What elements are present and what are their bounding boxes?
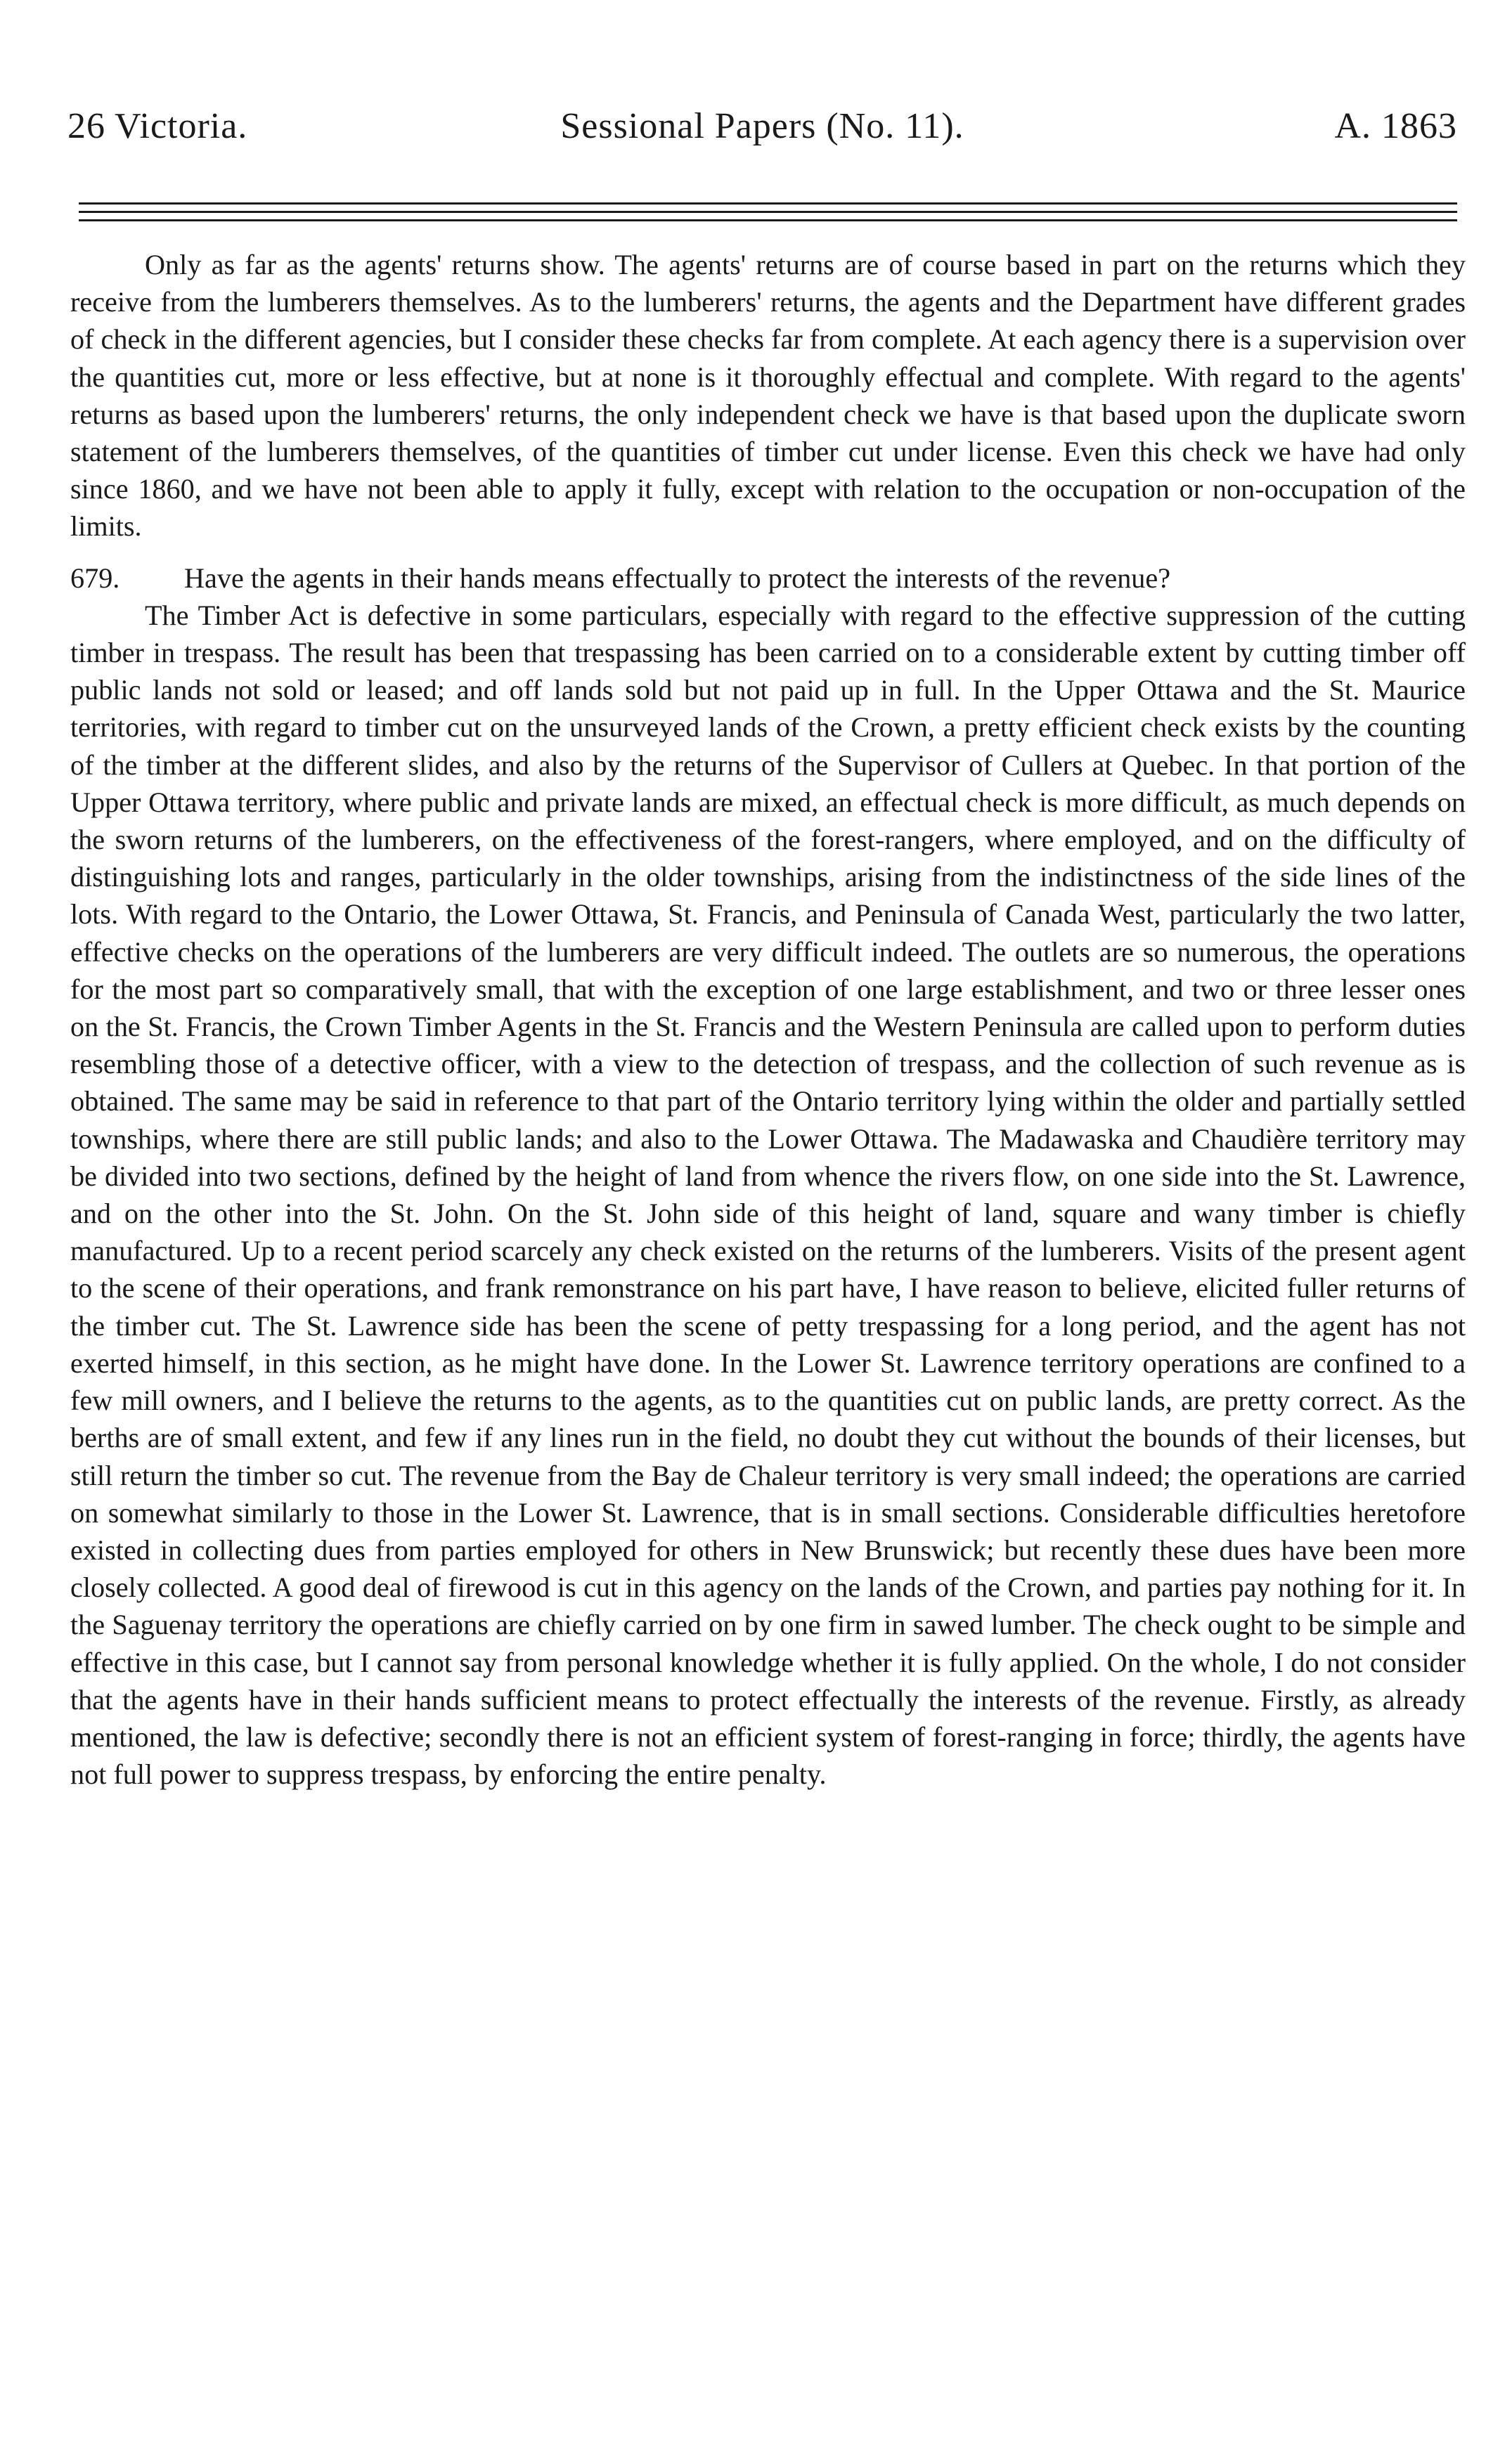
header-session: 26 Victoria. (67, 106, 248, 146)
header-rule (79, 219, 1457, 221)
continuation-paragraph: Only as far as the agents' returns show. The agents' returns are of course based in part on the returns which they receive from the lumberers themselves. As to the lumberers' returns, the agents and the Department have different grades of check in the different agencies, but I consider these checks far from complete. At each agency there is a supervision over the quantities cut, more or less effective, but at none is it thoroughly effectual and complete. With regard to the agents' returns as based upon the lumberers' returns, the only independent check we have is that based upon the duplicate sworn statement of the lumberers themselves, of the quantities of timber cut under license. Even this check we have had only since 1860, and we have not been able to apply it fully, except with relation to the occupation or non-occupation of the limits. (70, 249, 1466, 543)
question-text: Have the agents in their hands means effectually to protect the interests of the revenue? (184, 562, 1171, 594)
header-rule (79, 211, 1457, 213)
body-text (70, 246, 1466, 1793)
question-paragraph (70, 559, 1466, 597)
header-year: A. 1863 (1334, 106, 1457, 146)
header-title: Sessional Papers (No. 11). (560, 106, 964, 146)
answer-paragraph: The Timber Act is defective in some particulars, especially with regard to the effective suppression of the cutting timber in trespass. The result has been that trespassing has been carried on to a considerable extent by cutting timber off public lands not sold or leased; and off lands sold but not paid up in full. In the Upper Ottawa and the St. Maurice territories, with regard to timber cut on the unsurveyed lands of the Crown, a pretty efficient check exists by the counting of the timber at the different slides, and also by the returns of the Supervisor of Cullers at Quebec. In that portion of the Upper Ottawa territory, where public and private lands are mixed, an effectual check is more difficult, as much depends on the sworn returns of the lumberers, on the effectiveness of the forest-rangers, where employed, and on the difficulty of distinguishing lots and ranges, particularly in the older townships, arising from the indistinctness of the side lines of the lots. With regard to the Ontario, the Lower Ottawa, St. Francis, and Peninsula of Canada West, particularly the two latter, effective checks on the operations of the lumberers are very difficult indeed. The outlets are so numerous, the operations for the most part so comparatively small, that with the exception of one large establishment, and two or three lesser ones on the St. Francis, the Crown Timber Agents in the St. Francis and the Western Peninsula are called upon to perform duties resembling those of a detective officer, with a view to the detection of trespass, and the collection of such revenue as is obtained. The same may be said in reference to that part of the Ontario territory lying within the older and partially settled townships, where there are still public lands; and also to the Lower Ottawa. The Madawaska and Chaudière territory may be divided into two sections, defined by the height of land from whence the rivers flow, on one side into the St. Lawrence, and on the other into the St. John. On the St. John side of this height of land, square and wany timber is chiefly manufactured. Up to a recent period scarcely any check existed on the returns of the lumberers. Visits of the present agent to the scene of their operations, and frank remonstrance on his part have, I have reason to believe, elicited fuller returns of the timber cut. The St. Lawrence side has been the scene of petty trespassing for a long period, and the agent has not exerted himself, in this section, as he might have done. In the Lower St. Lawrence territory operations are confined to a few mill owners, and I believe the returns to the agents, as to the quantities cut on public lands, are pretty correct. As the berths are of small extent, and few if any lines run in the field, no doubt they cut without the bounds of their licenses, but still return the timber so cut. The revenue from the Bay de Chaleur territory is very small indeed; the operations are carried on somewhat similarly to those in the Lower St. Lawrence, that is in small sections. Considerable difficulties heretofore existed in collecting dues from parties employed for others in New Brunswick; but recently these dues have been more closely collected. A good deal of firewood is cut in this agency on the lands of the Crown, and parties pay nothing for it. In the Saguenay territory the operations are chiefly carried on by one firm in sawed lumber. The check ought to be simple and effective in this case, but I cannot say from personal knowledge whether it is fully applied. On the whole, I do not consider that the agents have in their hands sufficient means to protect effectually the interests of the revenue. Firstly, as already mentioned, the law is defective; secondly there is not an efficient system of forest-ranging in force; thirdly, the agents have not full power to suppress trespass, by enforcing the entire penalty. (70, 599, 1466, 1791)
header-rule (79, 202, 1457, 205)
question-number: 679. (70, 562, 120, 594)
running-header (67, 105, 1457, 162)
